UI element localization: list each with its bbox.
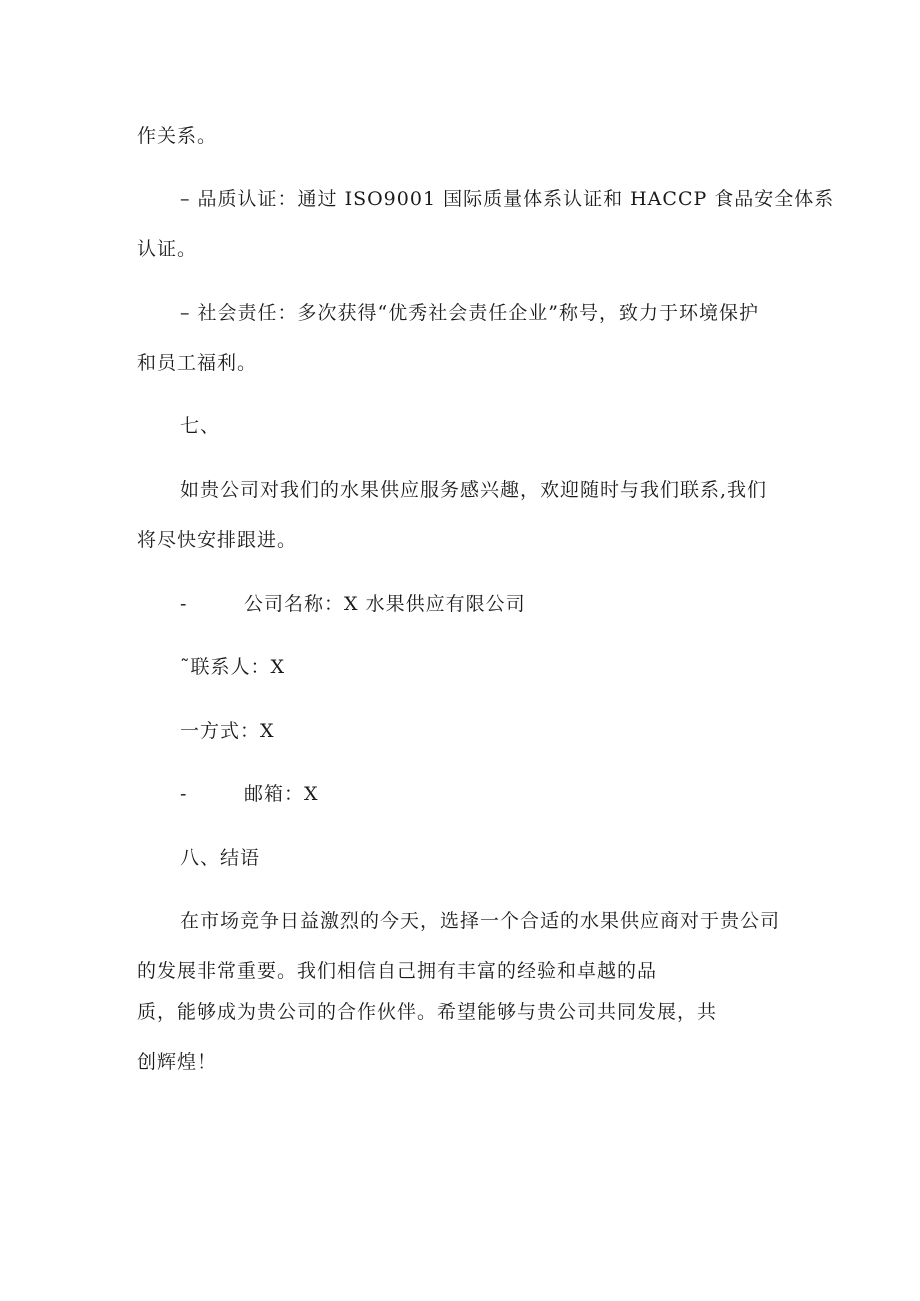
conclusion-line-4: 创辉煌！ [137,1051,218,1073]
paragraph-continuation: 作关系。 [137,125,218,147]
quality-certification-line-2: 认证。 [137,238,198,260]
contact-person: ˜联系人：X [180,656,286,678]
invitation-line-1: 如贵公司对我们的水果供应服务感兴趣，欢迎随时与我们联系,我们 [180,479,768,501]
conclusion-line-3: 质，能够成为贵公司的合作伙伴。希望能够与贵公司共同发展，共 [137,1001,718,1023]
contact-company: 公司名称：X 水果供应有限公司 [244,593,526,615]
contact-method: 一方式：X [180,720,275,742]
contact-email-dash: - [180,783,188,805]
social-responsibility-line-2: 和员工福利。 [137,352,258,374]
contact-company-dash: - [180,593,188,615]
contact-email: 邮箱：X [244,783,319,805]
section-7-heading: 七、 [180,415,221,437]
conclusion-line-1: 在市场竞争日益激烈的今天，选择一个合适的水果供应商对于贵公司 [180,910,781,932]
invitation-line-2: 将尽快安排跟进。 [137,529,298,551]
quality-certification-line-1: – 品质认证：通过 ISO9001 国际质量体系认证和 HACCP 食品安全体系 [180,188,835,210]
section-8-heading: 八、结语 [180,847,261,869]
social-responsibility-line-1: – 社会责任：多次获得“优秀社会责任企业”称号，致力于环境保护 [180,302,759,324]
conclusion-line-2: 的发展非常重要。我们相信自己拥有丰富的经验和卓越的品 [137,960,658,982]
